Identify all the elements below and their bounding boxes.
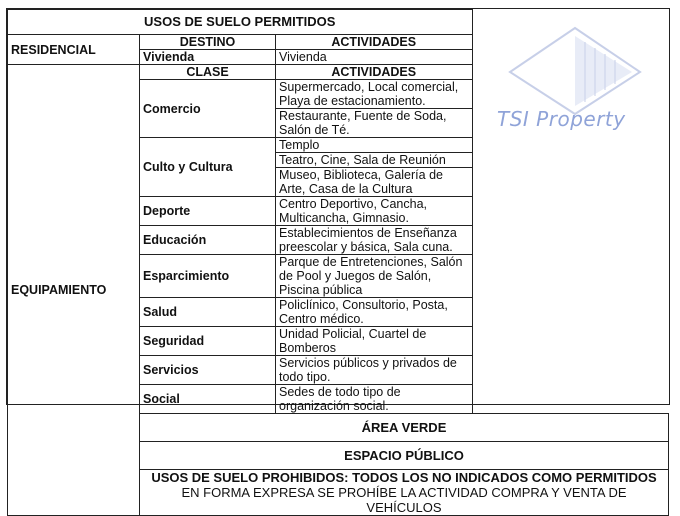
actividad-cell: Unidad Policial, Cuartel de Bomberos: [276, 327, 473, 356]
residencial-label: RESIDENCIAL: [8, 35, 140, 65]
land-use-table-frame: [6, 8, 670, 515]
prohibidos-line1: USOS DE SUELO PROHIBIDOS: TODOS LOS NO INDICADOS COMO PERMITIDOS: [151, 470, 657, 485]
land-use-table: [7, 9, 669, 516]
clase-social: Social: [140, 385, 276, 414]
table-title: USOS DE SUELO PERMITIDOS: [8, 10, 473, 35]
clase-salud: Salud: [140, 298, 276, 327]
clase-esparcimiento: Esparcimiento: [140, 255, 276, 298]
clase-servicios: Servicios: [140, 356, 276, 385]
clase-educacion: Educación: [140, 226, 276, 255]
prohibidos-cell: [140, 470, 669, 516]
actividad-cell: Parque de Entretenciones, Salón de Pool y Juegos de Salón, Piscina pública: [276, 255, 473, 298]
clase-culto-y-cultura: Culto y Cultura: [140, 138, 276, 197]
equipamiento-header-row: [8, 65, 669, 80]
clase-seguridad: Seguridad: [140, 327, 276, 356]
destino-header: DESTINO: [140, 35, 276, 50]
espacio-publico: ESPACIO PÚBLICO: [140, 442, 669, 470]
actividad-cell: Teatro, Cine, Sala de Reunión: [276, 153, 473, 168]
actividad-vivienda: Vivienda: [276, 50, 473, 65]
title-row: [8, 10, 669, 35]
clase-comercio: Comercio: [140, 80, 276, 138]
area-verde: ÁREA VERDE: [140, 414, 669, 442]
actividad-cell: Restaurante, Fuente de Soda, Salón de Té.: [276, 109, 473, 138]
destino-vivienda: Vivienda: [140, 50, 276, 65]
actividad-cell: Supermercado, Local comercial, Playa de estacionamiento.: [276, 80, 473, 109]
actividad-cell: Centro Deportivo, Cancha, Multicancha, Gimnasio.: [276, 197, 473, 226]
actividad-cell: Museo, Biblioteca, Galería de Arte, Casa de la Cultura: [276, 168, 473, 197]
residencial-actividades-header: ACTIVIDADES: [276, 35, 473, 50]
equipamiento-actividades-header: ACTIVIDADES: [276, 65, 473, 80]
equipamiento-label: EQUIPAMIENTO: [8, 65, 140, 516]
clase-deporte: Deporte: [140, 197, 276, 226]
clase-header: CLASE: [140, 65, 276, 80]
actividad-cell: Establecimientos de Enseñanza preescolar y básica, Sala cuna.: [276, 226, 473, 255]
actividad-cell: Policlínico, Consultorio, Posta, Centro médico.: [276, 298, 473, 327]
actividad-cell: Servicios públicos y privados de todo tipo.: [276, 356, 473, 385]
residencial-header-row: [8, 35, 669, 50]
watermark-text: TSI Property: [497, 107, 626, 131]
prohibidos-line2: EN FORMA EXPRESA SE PROHÍBE LA ACTIVIDAD COMPRA Y VENTA DE VEHÍCULOS: [181, 485, 627, 515]
actividad-cell: Sedes de todo tipo de organización social.: [276, 385, 473, 414]
actividad-cell: Templo: [276, 138, 473, 153]
